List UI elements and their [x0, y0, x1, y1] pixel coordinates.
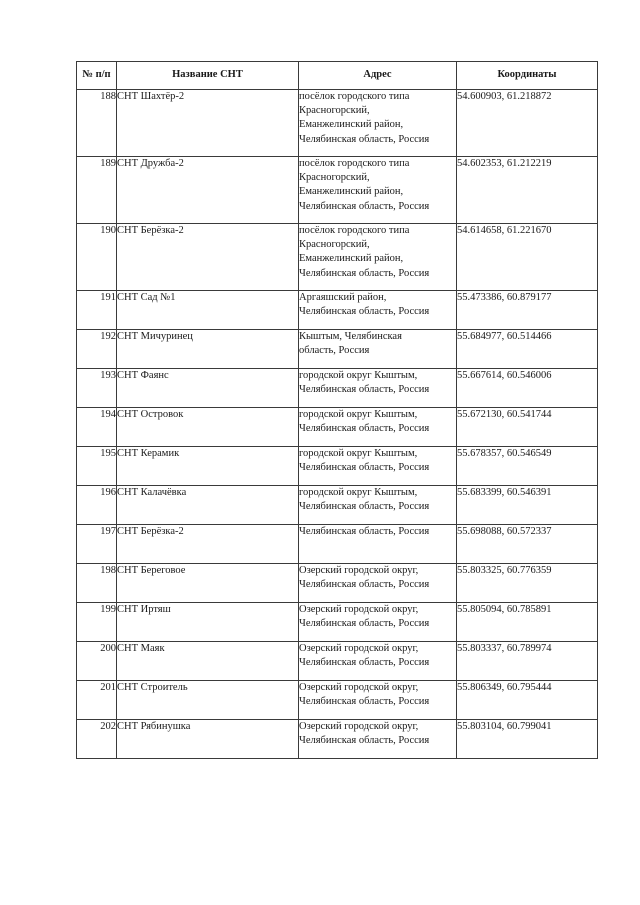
address-line: Озерский городской округ,	[299, 565, 419, 576]
snt-address	[299, 291, 457, 330]
snt-address	[299, 564, 457, 603]
row-number: 198	[77, 564, 117, 603]
address-line: Еманжелинский район,	[299, 253, 404, 265]
row-number: 196	[77, 486, 117, 525]
header-name: Название СНТ	[117, 62, 299, 90]
snt-address	[299, 447, 457, 486]
address-line: Озерский городской округ,	[299, 643, 419, 654]
snt-name: СНТ Береговое	[117, 564, 299, 603]
table-row	[77, 525, 598, 564]
address-line: Челябинская область, Россия	[299, 579, 430, 591]
snt-name: СНТ Керамик	[117, 447, 299, 486]
table-header-row	[77, 62, 598, 90]
snt-name: СНТ Дружба-2	[117, 157, 299, 224]
snt-name: СНТ Строитель	[117, 681, 299, 720]
table-row	[77, 486, 598, 525]
row-number: 189	[77, 157, 117, 224]
address-line: посёлок городского типа	[299, 158, 410, 169]
table-row	[77, 642, 598, 681]
table-row	[77, 90, 598, 157]
snt-address	[299, 642, 457, 681]
snt-name: СНТ Островок	[117, 408, 299, 447]
table-row	[77, 369, 598, 408]
snt-coordinates: 54.614658, 61.221670	[457, 224, 598, 291]
address-line: Челябинская область, Россия	[299, 423, 430, 435]
table-row	[77, 408, 598, 447]
row-number: 194	[77, 408, 117, 447]
snt-address	[299, 408, 457, 447]
address-line: Аргаяшский район,	[299, 292, 387, 303]
row-number: 188	[77, 90, 117, 157]
table-row	[77, 603, 598, 642]
address-line: Челябинская область, Россия	[299, 735, 430, 747]
snt-coordinates: 55.684977, 60.514466	[457, 330, 598, 369]
table-row	[77, 681, 598, 720]
snt-coordinates: 55.806349, 60.795444	[457, 681, 598, 720]
snt-coordinates: 54.600903, 61.218872	[457, 90, 598, 157]
table-row	[77, 291, 598, 330]
snt-name: СНТ Берёзка-2	[117, 525, 299, 564]
address-line: Озерский городской округ,	[299, 721, 419, 732]
address-line: Челябинская область, Россия	[299, 133, 430, 145]
row-number: 200	[77, 642, 117, 681]
address-line: Красногорский,	[299, 172, 370, 184]
row-number: 191	[77, 291, 117, 330]
snt-address	[299, 224, 457, 291]
row-number: 195	[77, 447, 117, 486]
address-line: Еманжелинский район,	[299, 119, 404, 131]
address-line: Еманжелинский район,	[299, 186, 404, 198]
snt-coordinates: 55.678357, 60.546549	[457, 447, 598, 486]
snt-name: СНТ Фаянс	[117, 369, 299, 408]
snt-coordinates: 55.803337, 60.789974	[457, 642, 598, 681]
address-line: область, Россия	[299, 345, 370, 357]
row-number: 190	[77, 224, 117, 291]
snt-address	[299, 157, 457, 224]
table-body	[77, 90, 598, 759]
snt-coordinates: 55.803104, 60.799041	[457, 720, 598, 759]
snt-coordinates: 55.667614, 60.546006	[457, 369, 598, 408]
address-line: Челябинская область, Россия	[299, 501, 430, 513]
address-line: Красногорский,	[299, 239, 370, 251]
snt-address	[299, 681, 457, 720]
snt-address	[299, 330, 457, 369]
table-row	[77, 564, 598, 603]
address-line: Челябинская область, Россия	[299, 526, 430, 537]
snt-address	[299, 720, 457, 759]
address-line: городской округ Кыштым,	[299, 370, 418, 381]
header-coords: Координаты	[457, 62, 598, 90]
address-line: Челябинская область, Россия	[299, 384, 430, 396]
address-line: Челябинская область, Россия	[299, 618, 430, 630]
snt-coordinates: 55.683399, 60.546391	[457, 486, 598, 525]
snt-address	[299, 486, 457, 525]
address-line: Челябинская область, Россия	[299, 657, 430, 669]
row-number: 202	[77, 720, 117, 759]
address-line: Красногорский,	[299, 105, 370, 117]
address-line: городской округ Кыштым,	[299, 409, 418, 420]
snt-address	[299, 369, 457, 408]
header-address: Адрес	[299, 62, 457, 90]
snt-address	[299, 90, 457, 157]
address-line: Кыштым, Челябинская	[299, 331, 402, 342]
snt-address	[299, 525, 457, 564]
row-number: 199	[77, 603, 117, 642]
table-row	[77, 720, 598, 759]
header-num: № п/п	[77, 62, 117, 90]
snt-name: СНТ Мичуринец	[117, 330, 299, 369]
address-line: посёлок городского типа	[299, 91, 410, 102]
address-line: Челябинская область, Россия	[299, 462, 430, 474]
snt-coordinates: 55.698088, 60.572337	[457, 525, 598, 564]
snt-name: СНТ Рябинушка	[117, 720, 299, 759]
table-row	[77, 330, 598, 369]
snt-name: СНТ Сад №1	[117, 291, 299, 330]
address-line: Озерский городской округ,	[299, 604, 419, 615]
table-row	[77, 157, 598, 224]
snt-coordinates: 55.803325, 60.776359	[457, 564, 598, 603]
table-row	[77, 447, 598, 486]
address-line: Челябинская область, Россия	[299, 267, 430, 279]
snt-coordinates: 55.473386, 60.879177	[457, 291, 598, 330]
row-number: 193	[77, 369, 117, 408]
snt-coordinates: 55.805094, 60.785891	[457, 603, 598, 642]
snt-name: СНТ Калачёвка	[117, 486, 299, 525]
address-line: Челябинская область, Россия	[299, 200, 430, 212]
address-line: Озерский городской округ,	[299, 682, 419, 693]
address-line: городской округ Кыштым,	[299, 448, 418, 459]
address-line: Челябинская область, Россия	[299, 696, 430, 708]
table-row	[77, 224, 598, 291]
snt-name: СНТ Иртяш	[117, 603, 299, 642]
row-number: 201	[77, 681, 117, 720]
snt-name: СНТ Берёзка-2	[117, 224, 299, 291]
address-line: городской округ Кыштым,	[299, 487, 418, 498]
snt-name: СНТ Маяк	[117, 642, 299, 681]
address-line: Челябинская область, Россия	[299, 306, 430, 318]
snt-coordinates: 55.672130, 60.541744	[457, 408, 598, 447]
snt-coordinates: 54.602353, 61.212219	[457, 157, 598, 224]
address-line: посёлок городского типа	[299, 225, 410, 236]
row-number: 192	[77, 330, 117, 369]
snt-table	[76, 61, 598, 759]
snt-address	[299, 603, 457, 642]
snt-name: СНТ Шахтёр-2	[117, 90, 299, 157]
row-number: 197	[77, 525, 117, 564]
